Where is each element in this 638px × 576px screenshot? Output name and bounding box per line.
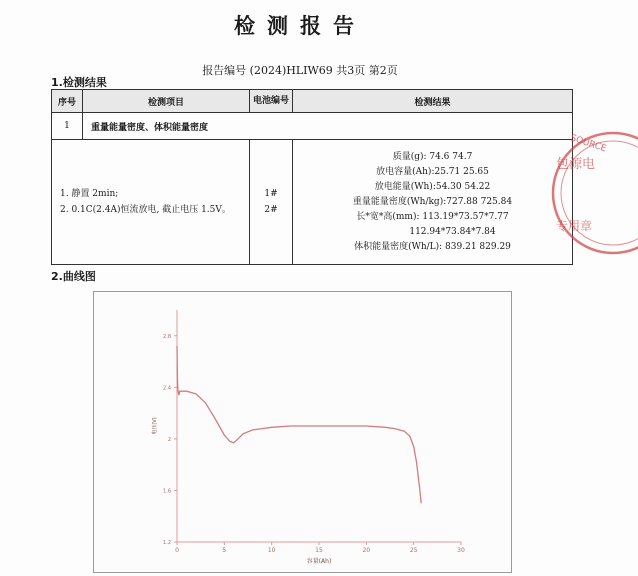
x-tick-label: 0 <box>175 547 179 554</box>
x-tick-label: 5 <box>222 547 227 554</box>
test-step: 1. 静置 2min; <box>60 189 119 199</box>
result-line: 放电容量(Ah):25.71 25.65 <box>376 166 489 177</box>
test-steps <box>52 140 250 265</box>
header-result: 检测结果 <box>293 90 573 113</box>
header-item: 检测项目 <box>83 90 250 113</box>
header-battery: 电池编号 <box>250 90 293 113</box>
section-title-results: 1.检测结果 <box>51 76 107 89</box>
series-line <box>177 346 421 503</box>
svg-text:SOURCE: SOURCE <box>569 133 608 155</box>
x-tick-label: 10 <box>267 547 276 554</box>
y-axis-label: 电压(V) <box>152 417 158 435</box>
cell-number: 2# <box>264 205 278 215</box>
x-tick-label: 30 <box>457 547 465 554</box>
test-results <box>293 140 573 265</box>
y-tick-label: 2.8 <box>163 333 171 340</box>
row-item: 重量能量密度、体积能量密度 <box>83 113 573 140</box>
table-row-detail <box>52 140 573 265</box>
result-line: 112.94*73.84*7.84 <box>409 226 496 237</box>
x-tick-label: 15 <box>315 547 323 554</box>
results-table <box>51 89 573 265</box>
battery-cells <box>250 140 293 265</box>
section-title-curve: 2.曲线图 <box>51 270 96 283</box>
row-seq: 1 <box>52 113 83 140</box>
report-number: 报告编号 (2024)HLIW69 共3页 第2页 <box>202 64 398 77</box>
table-row <box>52 113 573 140</box>
svg-text:专用章: 专用章 <box>556 219 593 233</box>
x-tick-label: 25 <box>409 547 418 554</box>
header-seq: 序号 <box>52 90 83 113</box>
x-axis-label: 容量(Ah) <box>306 558 332 565</box>
test-step: 2. 0.1C(2.4A)恒流放电, 截止电压 1.5V。 <box>60 205 231 215</box>
y-tick-label: 2.4 <box>163 385 171 392</box>
result-line: 放电能量(Wh):54.30 54.22 <box>374 181 491 192</box>
result-line: 体积能量密度(Wh/L): 839.21 829.29 <box>354 241 511 252</box>
y-tick-label: 1.2 <box>163 540 171 546</box>
discharge-chart <box>93 291 512 573</box>
red-stamp <box>548 118 638 268</box>
y-tick-label: 1.6 <box>163 488 171 495</box>
result-line: 重量能量密度(Wh/kg):727.88 725.84 <box>352 196 513 207</box>
svg-text:包源电: 包源电 <box>556 157 596 172</box>
result-line: 长*宽*高(mm): 113.19*73.57*7.77 <box>356 211 509 222</box>
chart-svg <box>94 292 511 572</box>
y-tick-label: 2 <box>167 436 171 443</box>
result-line: 质量(g): 74.6 74.7 <box>392 151 473 162</box>
table-header-row <box>52 90 573 113</box>
report-title: 检测报告 <box>234 14 366 38</box>
x-tick-label: 20 <box>362 547 371 554</box>
cell-number: 1# <box>264 189 278 199</box>
